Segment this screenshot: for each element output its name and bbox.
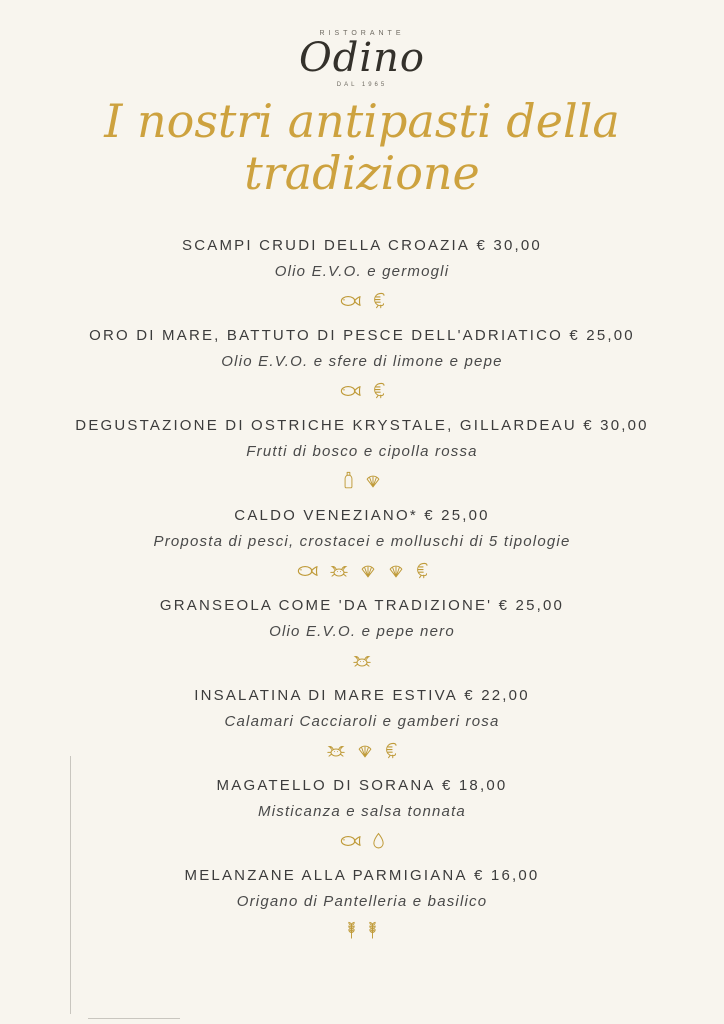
item-description: Proposta di pesci, crostacei e molluschi di 5 tipologie [153,533,571,551]
item-description: Olio E.V.O. e sfere di limone e pepe [221,353,503,371]
item-description: Misticanza e salsa tonnata [258,803,466,821]
item-name-text: MELANZANE ALLA PARMIGIANA [184,867,468,885]
wheat-icon [367,921,378,939]
allergen-icons [72,829,652,849]
bottom-edge-line [88,1018,180,1019]
allergen-icons [72,469,652,489]
shell-icon [356,742,374,759]
item-description: Origano di Pantelleria e basilico [236,893,488,911]
allergen-icons [72,379,652,399]
menu-item [72,593,652,669]
item-price: € 25,00 [563,327,635,345]
item-price: € 30,00 [470,237,542,255]
page-title: I nostri antipasti della tradizione [104,94,620,200]
shrimp-icon [372,381,386,399]
item-name [72,323,652,349]
egg-icon [372,832,385,849]
item-name [72,863,652,889]
item-name [72,773,652,799]
left-edge-line [70,756,71,1014]
logo-est-label: DAL 1965 [336,82,388,88]
shrimp-icon [415,561,429,579]
item-price: € 16,00 [467,867,540,885]
item-description: Calamari Cacciaroli e gamberi rosa [224,713,500,731]
fish-icon [339,383,362,399]
item-description: Olio E.V.O. e pepe nero [269,623,455,641]
item-name-text: ORO DI MARE, BATTUTO DI PESCE DELL'ADRIATICO [89,327,564,345]
item-name [72,233,652,259]
item-name [72,413,652,439]
fish-icon [296,563,319,579]
item-price: € 18,00 [435,777,508,795]
item-name-text: CALDO VENEZIANO* [234,507,418,525]
menu-list [72,233,652,939]
menu-item [72,773,652,849]
bottle-icon [343,471,354,489]
wheat-icon [346,921,357,939]
item-description: Olio E.V.O. e germogli [274,263,450,281]
menu-item [72,233,652,309]
restaurant-logo [0,0,724,88]
menu-item [72,683,652,759]
shrimp-icon [384,741,398,759]
allergen-icons [72,649,652,669]
shell-icon [359,562,377,579]
fish-icon [339,833,362,849]
item-name-text: SCAMPI CRUDI DELLA CROAZIA [182,237,471,255]
item-name-text: DEGUSTAZIONE DI OSTRICHE KRYSTALE, GILLARDEAU [75,417,577,435]
menu-item [72,503,652,579]
shell-icon [364,472,382,489]
menu-item [72,413,652,489]
item-price: € 25,00 [492,597,565,615]
item-price: € 25,00 [417,507,490,525]
fish-icon [339,293,362,309]
menu-item [72,323,652,399]
crab-icon [329,562,349,579]
item-description: Frutti di bosco e cipolla rossa [246,443,478,461]
item-name-text: MAGATELLO DI SORANA [216,777,436,795]
crab-icon [352,652,372,669]
shell-icon [387,562,405,579]
item-price: € 22,00 [457,687,530,705]
allergen-icons [72,739,652,759]
item-name [72,593,652,619]
allergen-icons [72,559,652,579]
crab-icon [326,742,346,759]
item-name-text: INSALATINA DI MARE ESTIVA [194,687,458,705]
allergen-icons [72,919,652,939]
item-price: € 30,00 [576,417,649,435]
shrimp-icon [372,291,386,309]
item-name-text: GRANSEOLA COME 'DA TRADIZIONE' [159,597,493,615]
logo-ristorante-label: RISTORANTE [319,30,405,37]
logo-name: Odino [298,35,426,81]
allergen-icons [72,289,652,309]
item-name [72,683,652,709]
item-name [72,503,652,529]
menu-item [72,863,652,939]
